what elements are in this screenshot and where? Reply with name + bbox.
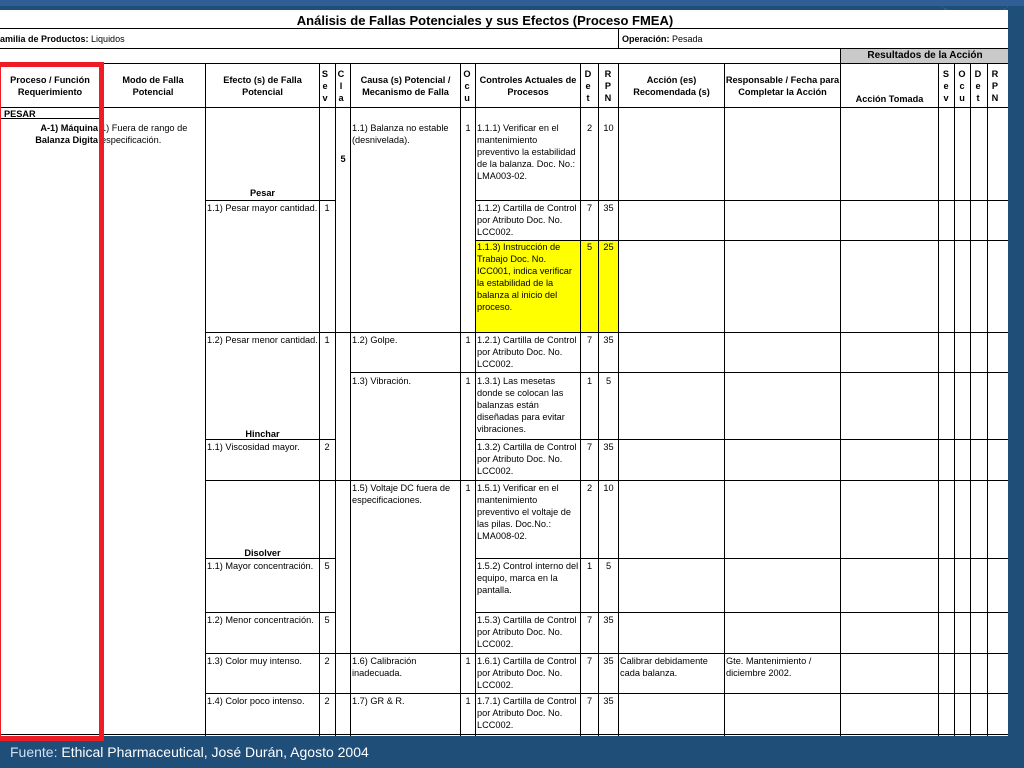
section-label: PESAR <box>4 109 36 119</box>
divider <box>0 28 1008 29</box>
cause-ocu: 1 <box>465 335 471 345</box>
control-item: 1.7.1) Cartilla de Control por Atributo Doc. No. LCC002. <box>477 696 577 730</box>
cause-ocu: 1 <box>465 483 471 493</box>
effect-sev: 1 <box>324 203 330 213</box>
cause-item: 1.1) Balanza no estable (desnivelada). <box>352 123 449 145</box>
col-controles: Controles Actuales de Procesos <box>479 75 577 97</box>
effect-sev: 5 <box>324 561 330 571</box>
col-accion-tomada: Acción Tomada <box>855 94 924 104</box>
cause-item: 1.6) Calibración inadecuada. <box>352 656 417 678</box>
effect-item: 1.3) Color muy intenso. <box>207 656 302 666</box>
cause-ocu: 1 <box>465 696 471 706</box>
cause-item: 1.5) Voltaje DC fuera de especificaciones. <box>352 483 451 505</box>
product-family: amilia de Productos: Liquidos <box>0 34 125 44</box>
col-proceso: Proceso / Función Requerimiento <box>10 75 90 97</box>
col-cla: C l a <box>337 69 345 103</box>
col-accion: Acción (es) Recomendada (s) <box>633 75 710 97</box>
control-det: 7 <box>586 656 593 666</box>
control-det: 1 <box>586 561 593 571</box>
highlight-frame <box>0 62 104 741</box>
col-sev: S e v <box>321 69 329 103</box>
control-rpn: 10 <box>603 123 614 133</box>
group-pesar: Pesar <box>249 188 276 198</box>
source-label: Fuente: <box>10 744 58 760</box>
control-rpn: 5 <box>605 376 612 386</box>
effect-item: 1.1) Viscosidad mayor. <box>207 442 300 452</box>
control-rpn: 10 <box>603 483 614 493</box>
control-item-highlighted: 1.1.3) Instrucción de Trabajo Doc. No. ICC001, indica verificar la estabilidad de la balanza al inicio del proceso. <box>476 241 580 332</box>
cause-item: 1.7) GR & R. <box>352 696 405 706</box>
effect-sev: 5 <box>324 615 330 625</box>
control-rpn: 35 <box>603 615 614 625</box>
control-det: 7 <box>586 442 593 452</box>
control-rpn: 35 <box>603 335 614 345</box>
control-det: 5 <box>581 241 598 332</box>
control-det: 7 <box>586 203 593 213</box>
control-det: 1 <box>586 376 593 386</box>
col-causa: Causa (s) Potencial / Mecanismo de Falla <box>360 75 451 97</box>
control-det: 7 <box>586 615 593 625</box>
col-r-ocu: O c u <box>958 69 966 103</box>
col-r-sev: S e v <box>942 69 950 103</box>
source-footer <box>10 744 369 760</box>
source-text: Ethical Pharmaceutical, José Durán, Agosto 2004 <box>61 744 369 760</box>
recommended-action: Calibrar debidamente cada balanza. <box>620 656 708 678</box>
control-item: 1.1.1) Verificar en el mantenimiento preventivo la estabilidad de la balanza. Doc. No.: LMA003-02. <box>477 123 576 181</box>
control-rpn: 5 <box>605 561 612 571</box>
col-det: D e t <box>584 69 592 103</box>
effect-item: 1.2) Menor concentración. <box>207 615 314 625</box>
cause-ocu: 1 <box>465 376 471 386</box>
control-rpn: 25 <box>599 241 618 332</box>
group-hinchar: Hinchar <box>245 429 280 439</box>
top-band <box>0 0 1024 6</box>
effect-item: 1.1) Mayor concentración. <box>207 561 314 571</box>
group-disolver: Disolver <box>244 548 281 558</box>
control-rpn: 35 <box>603 696 614 706</box>
control-item: 1.5.3) Cartilla de Control por Atributo Doc. No. LCC002. <box>477 615 577 649</box>
control-det: 2 <box>586 483 593 493</box>
control-item: 1.3.1) Las mesetas donde se colocan las balanzas están diseñadas para evitar vibraciones. <box>477 376 565 434</box>
failure-mode: 1) Fuera de rango de especificación. <box>101 123 188 145</box>
control-item: 1.1.2) Cartilla de Control por Atributo Doc. No. LCC002. <box>477 203 577 237</box>
effect-item: 1.1) Pesar mayor cantidad. <box>207 203 318 213</box>
cause-ocu: 1 <box>465 656 471 666</box>
control-det: 2 <box>586 123 593 133</box>
cla-value: 5 <box>340 154 346 164</box>
control-det: 7 <box>586 696 593 706</box>
fmea-sheet <box>0 10 1008 736</box>
cause-item: 1.3) Vibración. <box>352 376 412 386</box>
operation: Operación: Pesada <box>622 34 703 44</box>
col-efecto: Efecto (s) de Falla Potencial <box>223 75 302 97</box>
col-r-det: D e t <box>974 69 982 103</box>
responsible-date: Gte. Mantenimiento / diciembre 2002. <box>726 656 812 678</box>
col-responsable: Responsable / Fecha para Completar la Acción <box>725 75 840 97</box>
results-header: Resultados de la Acción <box>840 49 1008 63</box>
control-det: 7 <box>586 335 593 345</box>
control-item: 1.5.1) Verificar en el mantenimiento preventivo el voltaje de las pilas. Doc.No.: LMA008-02. <box>477 483 571 541</box>
col-r-rpn: R P N <box>991 69 999 103</box>
effect-sev: 2 <box>324 696 330 706</box>
col-ocu: O c u <box>463 69 471 103</box>
process-name: A-1) Máquina Balanza Digita <box>35 123 98 145</box>
col-modo: Modo de Falla Potencial <box>122 75 184 97</box>
effect-sev: 2 <box>324 656 330 666</box>
control-rpn: 35 <box>603 203 614 213</box>
effect-sev: 2 <box>324 442 330 452</box>
control-item: 1.2.1) Cartilla de Control por Atributo Doc. No. LCC002. <box>477 335 577 369</box>
cause-ocu: 1 <box>465 123 471 133</box>
cause-item: 1.2) Golpe. <box>352 335 398 345</box>
effect-item: 1.2) Pesar menor cantidad. <box>207 335 318 345</box>
col-rpn: R P N <box>604 69 612 103</box>
control-item: 1.6.1) Cartilla de Control por Atributo Doc. No. LCC002. <box>477 656 577 690</box>
effect-item: 1.4) Color poco intenso. <box>207 696 305 706</box>
page-title: Análisis de Fallas Potenciales y sus Efectos (Proceso FMEA) <box>296 13 674 28</box>
effect-sev: 1 <box>324 335 330 345</box>
control-item: 1.5.2) Control interno del equipo, marca en la pantalla. <box>477 561 579 595</box>
control-item: 1.3.2) Cartilla de Control por Atributo Doc. No. LCC002. <box>477 442 577 476</box>
control-rpn: 35 <box>603 442 614 452</box>
control-rpn: 35 <box>603 656 614 666</box>
